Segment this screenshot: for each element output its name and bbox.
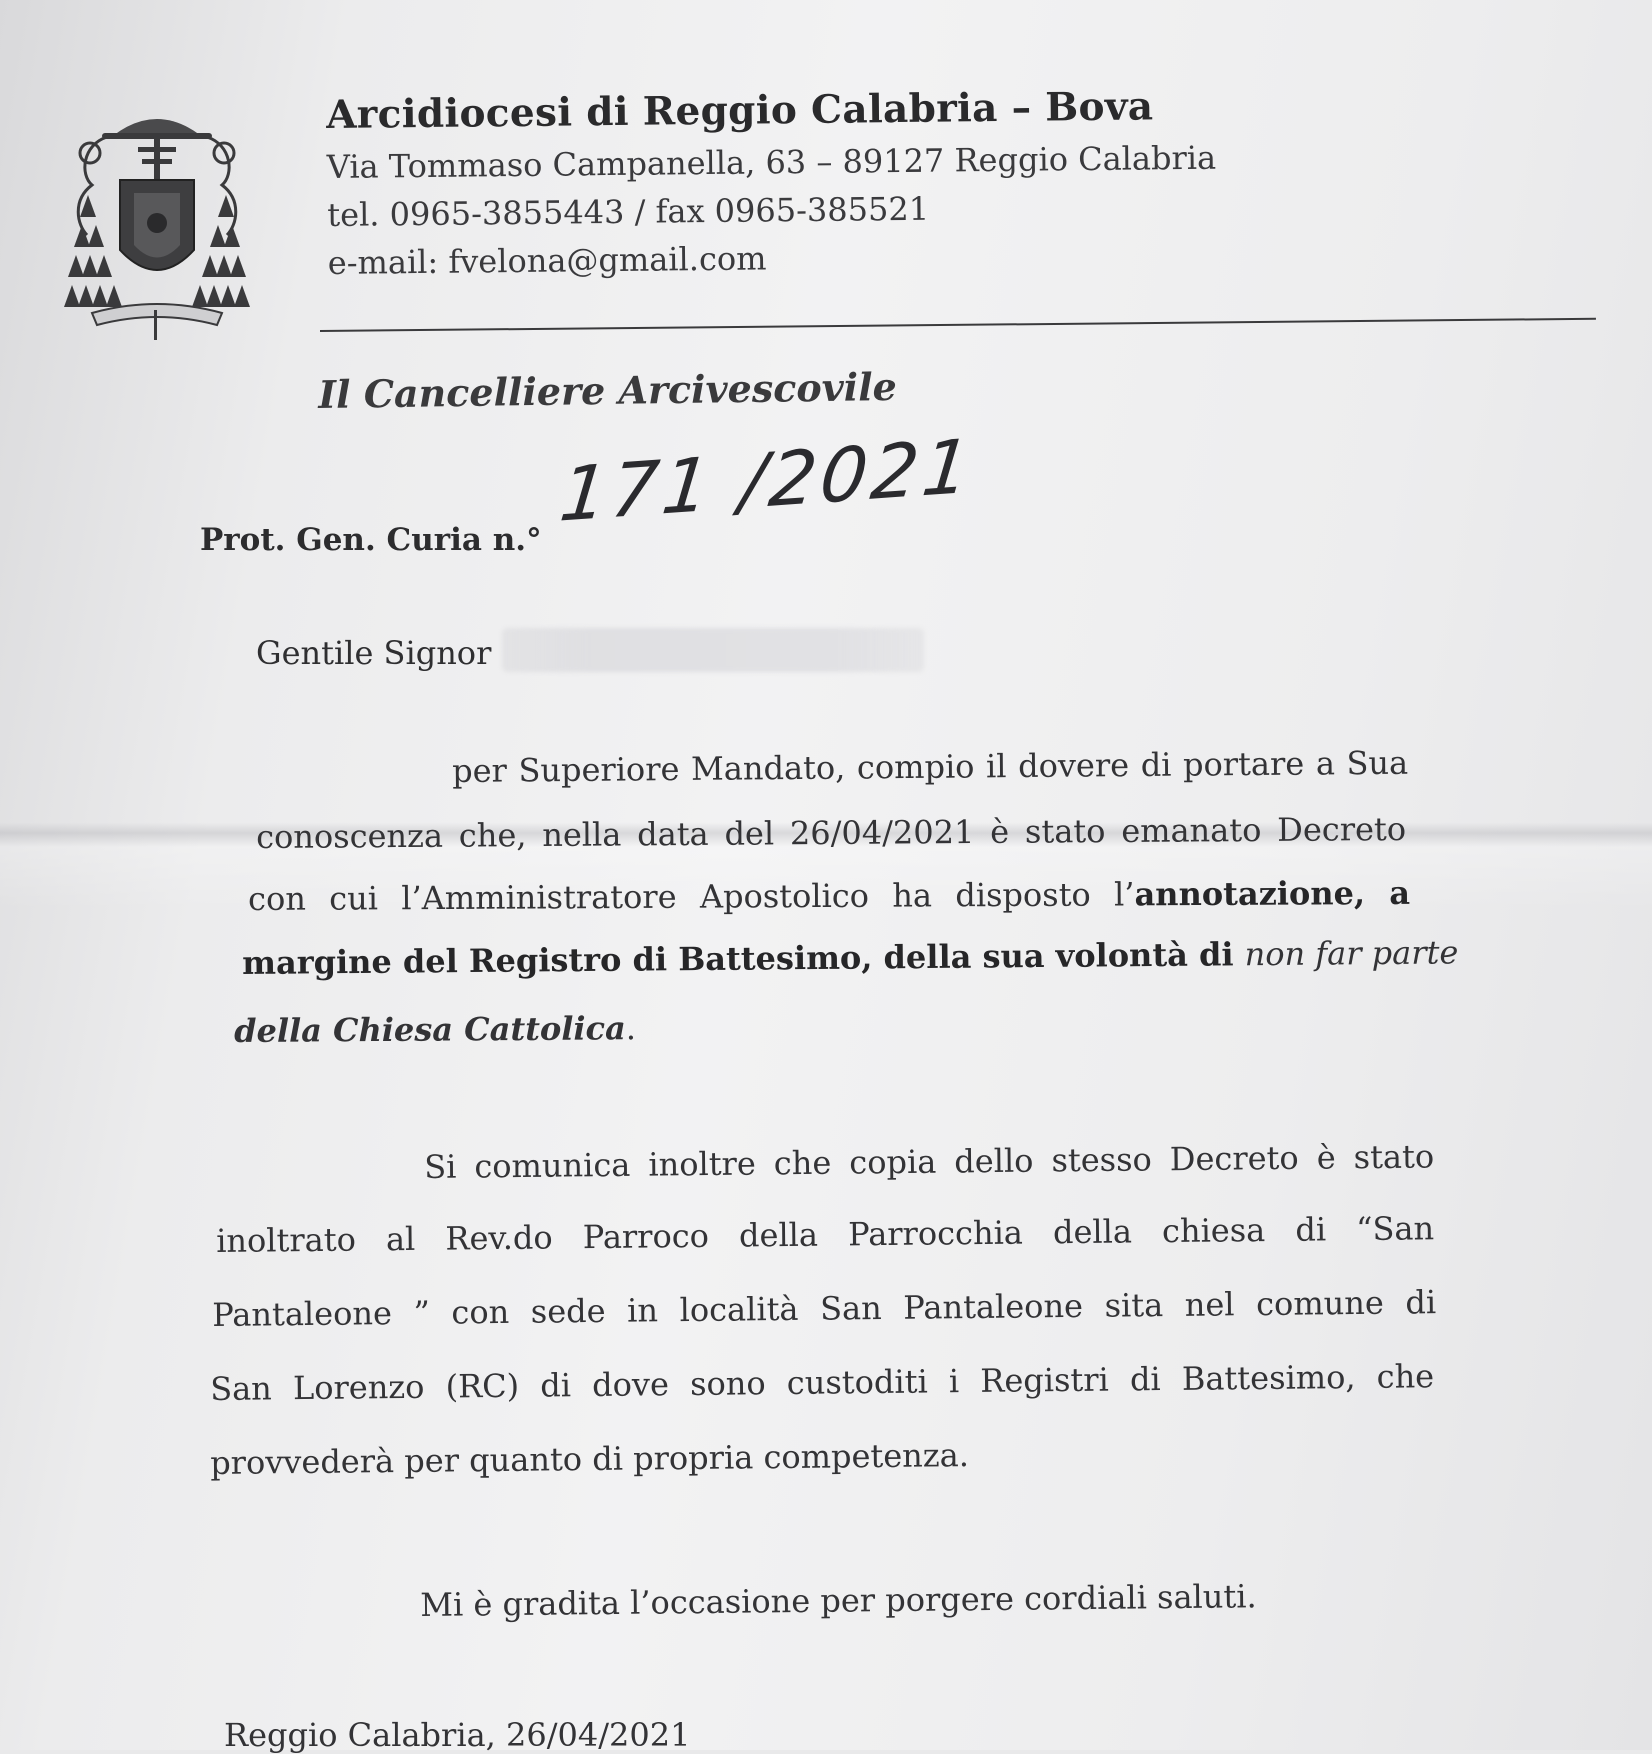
p1-l3-bold-annotation: annotazione (1134, 874, 1355, 914)
email-line: e-mail: fvelona@gmail.com (327, 239, 767, 282)
p1-l5-bold-italic: della Chiesa Cattolica (234, 1009, 626, 1050)
paragraph-1-line-3 (248, 874, 1410, 918)
p1-l3-text-a: con cui l’Amministratore Apostolico ha disposto l’ (248, 875, 1135, 918)
paragraph-1-line-4 (242, 933, 1459, 982)
paragraph-2-line-2: inoltrato al Rev.do Parroco della Parrocchia della chiesa di “San (216, 1209, 1435, 1260)
letterhead-divider (320, 318, 1596, 332)
p1-l5-period: . (625, 1009, 637, 1048)
paragraph-1-line-5 (234, 1009, 636, 1050)
paragraph-2-line-1: Si comunica inoltre che copia dello stesso Decreto è stato (424, 1137, 1435, 1186)
protocol-handwritten-number: 171 /2021 (555, 423, 979, 539)
office-title: Il Cancelliere Arcivescovile (318, 363, 898, 417)
address-line: Via Tommaso Campanella, 63 – 89127 Reggio Calabria (326, 138, 1217, 186)
paragraph-2-line-4: San Lorenzo (RC) di dove sono custoditi i Registri di Battesimo, che (210, 1357, 1435, 1408)
archiepiscopal-coat-of-arms-icon (62, 105, 252, 345)
organization-name: Arcidiocesi di Reggio Calabria – Bova (326, 83, 1154, 138)
letterhead (326, 83, 1217, 292)
p1-l4-text-b: , della sua volontà di (861, 935, 1245, 977)
p1-l4-italic: non far parte (1244, 933, 1459, 974)
protocol-line (200, 522, 542, 558)
p1-l4-bold-margin: margine del Registro di Battesimo (242, 938, 862, 982)
protocol-label: Prot. Gen. Curia n.° (200, 522, 542, 558)
p1-l3-text-c: , a (1353, 873, 1411, 913)
paragraph-2-line-3: Pantaleone ” con sede in località San Pantaleone sita nel comune di (212, 1283, 1437, 1334)
paragraph-1-line-2: conoscenza che, nella data del 26/04/2021 è stato emanato Decreto (256, 809, 1407, 856)
redacted-recipient-name (502, 628, 924, 672)
closing-salutation: Mi è gradita l’occasione per porgere cordiali saluti. (420, 1577, 1257, 1624)
greeting: Gentile Signor (256, 634, 492, 672)
phone-fax-line: tel. 0965-3855443 / fax 0965-385521 (327, 189, 930, 234)
paragraph-2-line-5: provvederà per quanto di propria competenza. (210, 1436, 970, 1482)
paragraph-1-line-1: per Superiore Mandato, compio il dovere di portare a Sua (452, 743, 1409, 790)
place-and-date: Reggio Calabria, 26/04/2021 (224, 1716, 691, 1754)
